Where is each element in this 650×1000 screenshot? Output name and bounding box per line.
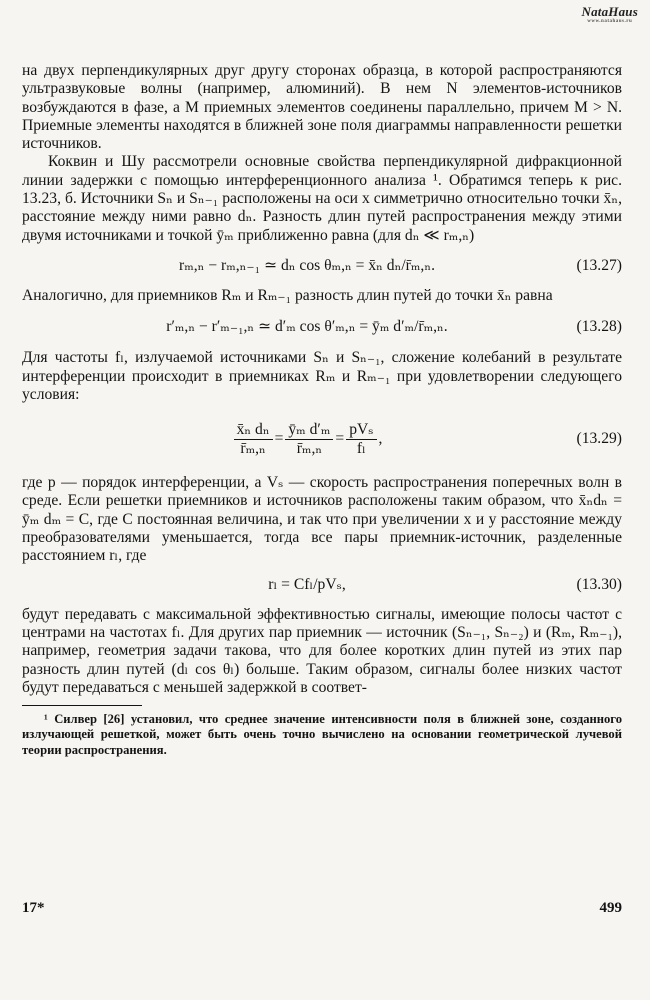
signature-mark: 17* xyxy=(22,900,45,916)
equation-number: (13.30) xyxy=(576,576,622,594)
equation-13-30 xyxy=(22,566,622,606)
paragraph: где p — порядок интерференции, а Vₛ — скорость распространения поперечных волн в среде. Если решетки приемников и источников расположены таким образом, что x̄ₙdₙ = ȳₘ dₘ = C, где C постоянная величина, и так что при увеличении x и y расстояние между преобразователями уменьшается, тогда все пары приемник-источник, разделенные расстоянием rₗ, где xyxy=(22,474,622,565)
equation-formula: $\frac{\text{x̄ₙ dₙ}}{\text{r̄ₘ,ₙ}}$ = $\frac{\text{ȳₘ d′ₘ}}{\text{r̄ₘ,ₙ}}$ = $\frac{\text{pVₛ}}{\text{fₗ}}$ , xyxy=(22,421,552,458)
page-number: 499 xyxy=(599,900,622,916)
footnote: ¹ Силвер [26] установил, что среднее значение интенсивности поля в ближней зоне, созданного излучающей решеткой, может быть очень точно вычислено на основании геометрической лучевой теории распространения. xyxy=(22,712,622,757)
footnote-divider xyxy=(22,705,142,706)
fraction: $\frac{\text{ȳₘ d′ₘ}}{\text{r̄ₘ,ₙ}}$ xyxy=(285,421,333,458)
paragraph: на двух перпендикулярных друг другу сторонах образца, в которой распространяются ультразвуковые волны (например, алюминий). В нем N элементов-источников возбуждаются в фазе, а M приемных элементов соединены параллельно, причем M > N. Приемные элементы находятся в ближней зоне поля диаграммы направленности решетки источников. xyxy=(22,62,622,153)
paragraph: Коквин и Шу рассмотрели основные свойства перпендикулярной дифракционной линии задержки с помощью интерференционного анализа ¹. Обратимся теперь к рис. 13.23, б. Источники Sₙ и Sₙ₋₁ расположены на оси x симметрично относительно точки x̄ₙ, расстояние между ними равно dₙ. Разность длин путей распространения между этими двумя источниками и точкой ȳₘ приближенно равна (для dₙ ≪ rₘ,ₙ) xyxy=(22,153,622,244)
equation-number: (13.29) xyxy=(576,430,622,447)
equation-formula: r′ₘ,ₙ − r′ₘ₋₁,ₙ ≃ d′ₘ cos θ′ₘ,ₙ = ȳₘ d′ₘ/r̄ₘ,ₙ. xyxy=(166,318,448,336)
equation-13-27 xyxy=(22,245,622,287)
equation-number: (13.27) xyxy=(576,256,622,274)
paragraph: Для частоты fₗ, излучаемой источниками Sₙ и Sₙ₋₁, сложение колебаний в результате интерференции происходит в приемниках Rₘ и Rₘ₋₁ при удовлетворении следующего условия: xyxy=(22,349,622,403)
equation-formula: rₘ,ₙ − rₘ,ₙ₋₁ ≃ dₙ cos θₘ,ₙ = x̄ₙ dₙ/r̄ₘ,ₙ. xyxy=(179,256,435,274)
fraction: $\frac{\text{pVₛ}}{\text{fₗ}}$ xyxy=(346,421,376,458)
equation-formula: rₗ = Cfₗ/pVₛ, xyxy=(268,576,346,594)
fraction: $\frac{\text{x̄ₙ dₙ}}{\text{r̄ₘ,ₙ}}$ xyxy=(234,421,273,458)
paragraph: Аналогично, для приемников Rₘ и Rₘ₋₁ разность длин путей до точки x̄ₙ равна xyxy=(22,286,553,304)
page-footer xyxy=(22,900,622,917)
equation-13-28 xyxy=(22,305,622,349)
equation-number: (13.28) xyxy=(576,318,622,336)
equation-13-29 xyxy=(22,404,622,474)
page-body xyxy=(22,62,622,758)
paragraph: будут передавать с максимальной эффективностью сигналы, имеющие полосы частот с центрами на частотах fₗ. Для других пар приемник — источник (Sₙ₋₁, Sₙ₋₂) и (Rₘ, Rₘ₋₁), например, геометрия задачи такова, что для более коротких длин путей из этих пар разность длин путей (dₗ cos θₗ) больше. Таким образом, сигналы более низких частот будут передаваться с меньшей задержкой в соответ- xyxy=(22,605,622,696)
watermark-logo: NataHaus www.natahaus.ru xyxy=(581,4,638,24)
